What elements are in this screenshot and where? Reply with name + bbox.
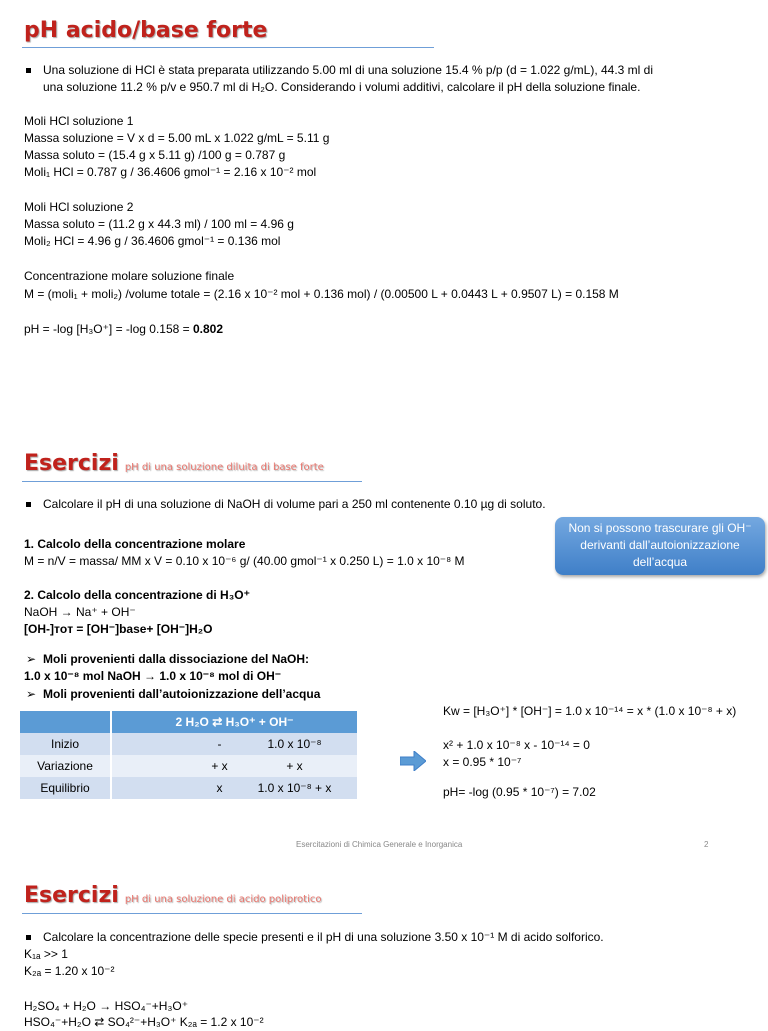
table-row bbox=[20, 755, 357, 777]
conc-heading: Concentrazione molare soluzione finale bbox=[24, 269, 235, 283]
eq1-line: H₂SO₄ + H₂O → HSO₄⁻+H₃O⁺ bbox=[24, 999, 189, 1013]
eq2-line: HSO₄⁻+H₂O ⇄ SO₄²⁻+H₃O⁺ K₂ₐ = 1.2 x 10⁻² bbox=[24, 1015, 264, 1029]
moli1-heading: Moli HCl soluzione 1 bbox=[24, 114, 134, 128]
section3-title-text: Esercizi bbox=[24, 883, 119, 908]
callout-note bbox=[555, 517, 765, 575]
section3-problem: Calcolare la concentrazione delle specie presenti e il pH di una soluzione 3.50 x 10⁻¹ M di acido solforico. bbox=[43, 930, 604, 944]
moli2-heading: Moli HCl soluzione 2 bbox=[24, 200, 134, 214]
row-values bbox=[111, 777, 357, 799]
arrow-bullet-icon: ➢ bbox=[26, 652, 37, 666]
ph-expression: pH = -log [H₃O⁺] = -log 0.158 = bbox=[24, 322, 193, 336]
dissociation-heading: Moli provenienti dalla dissociazione del NaOH: bbox=[43, 652, 310, 666]
kw-line4: pH= -log (0.95 * 10⁻⁷) = 7.02 bbox=[443, 785, 596, 799]
section2-problem: Calcolare il pH di una soluzione di NaOH di volume pari a 250 ml contenente 0.10 µg di soluto. bbox=[43, 497, 546, 511]
row-values bbox=[111, 755, 357, 777]
oh-value: 1.0 x 10⁻⁸ + x bbox=[257, 781, 332, 795]
table-header-reaction: 2 H₂O ⇄ H₃O⁺ + OH⁻ bbox=[111, 711, 357, 733]
moli1-line3: Moli₁ HCl = 0.787 g / 36.4606 gmol⁻¹ = 2.16 x 10⁻² mol bbox=[24, 165, 317, 179]
h3o-value: + x bbox=[211, 759, 228, 773]
section3-subtitle: pH di una soluzione di acido poliprotico bbox=[124, 894, 322, 905]
h3o-value: x bbox=[216, 781, 223, 795]
footer-text: Esercitazioni di Chimica Generale e Inorganica bbox=[296, 840, 463, 849]
moli2-line2: Moli₂ HCl = 4.96 g / 36.4606 gmol⁻¹ = 0.136 mol bbox=[24, 234, 281, 248]
step1-heading: 1. Calcolo della concentrazione molare bbox=[24, 537, 246, 551]
section2-title bbox=[24, 451, 324, 476]
moli1-line2: Massa soluto = (15.4 g x 5.11 g) /100 g = 0.787 g bbox=[24, 148, 286, 162]
oh-value: + x bbox=[286, 759, 303, 773]
section1-problem-line1: Una soluzione di HCl è stata preparata utilizzando 5.00 ml di una soluzione 15.4 % p/p (d = 1.022 g/mL), 44.3 ml di bbox=[43, 63, 654, 77]
bullet-marker bbox=[26, 502, 31, 507]
step2-line1: NaOH → Na⁺ + OH⁻ bbox=[24, 605, 136, 619]
step1-line1: M = n/V = massa/ MM x V = 0.10 x 10⁻⁶ g/ (40.00 gmol⁻¹ x 0.250 L) = 1.0 x 10⁻⁸ M bbox=[24, 554, 465, 568]
dissociation-line1: 1.0 x 10⁻⁸ mol NaOH → 1.0 x 10⁻⁸ mol di OH⁻ bbox=[24, 669, 282, 683]
section2-subtitle: pH di una soluzione diluita di base forte bbox=[124, 462, 324, 473]
kw-line2: x² + 1.0 x 10⁻⁸ x - 10⁻¹⁴ = 0 bbox=[443, 738, 590, 752]
row-label: Variazione bbox=[20, 755, 111, 777]
footer-page-number: 2 bbox=[704, 840, 709, 849]
table-row bbox=[20, 777, 357, 799]
kw-line1: Kw = [H₃O⁺] * [OH⁻] = 1.0 x 10⁻¹⁴ = x * (1.0 x 10⁻⁸ + x) bbox=[443, 704, 737, 718]
k2-line: K₂ₐ = 1.20 x 10⁻² bbox=[24, 964, 115, 978]
conc-line1: M = (moli₁ + moli₂) /volume totale = (2.16 x 10⁻² mol + 0.136 mol) / (0.00500 L + 0.0443 L + 0.9507 L) = 0.158 M bbox=[24, 287, 619, 301]
bullet-marker bbox=[26, 68, 31, 73]
oh-value: 1.0 x 10⁻⁸ bbox=[267, 737, 322, 751]
h3o-value: - bbox=[217, 737, 222, 751]
section3-title-rule bbox=[22, 913, 362, 914]
right-arrow-icon bbox=[400, 751, 426, 771]
ph-result: 0.802 bbox=[192, 322, 224, 336]
step2-heading: 2. Calcolo della concentrazione di H₃O⁺ bbox=[24, 588, 250, 602]
k1-line: K₁ₐ >> 1 bbox=[24, 947, 68, 961]
row-values bbox=[111, 733, 357, 755]
ice-table bbox=[20, 711, 357, 799]
section1-problem-line2: una soluzione 11.2 % p/v e 950.7 ml di H₂O. Considerando i volumi additivi, calcolare il pH della soluzione finale. bbox=[43, 80, 641, 94]
moli2-line1: Massa soluto = (11.2 g x 44.3 ml) / 100 ml = 4.96 g bbox=[24, 217, 294, 231]
row-label: Inizio bbox=[20, 733, 111, 755]
bullet-marker bbox=[26, 935, 31, 940]
section2-title-rule bbox=[22, 481, 362, 482]
section2-title-text: Esercizi bbox=[24, 451, 119, 476]
arrow-bullet-icon: ➢ bbox=[26, 687, 37, 701]
callout-line2: derivanti dall’autoionizzazione bbox=[580, 538, 740, 552]
section1-title: pH acido/base forte bbox=[24, 18, 268, 43]
ph-line bbox=[24, 321, 223, 338]
step2-line2: [OH-]ᴛᴏᴛ = [OH⁻]base+ [OH⁻]H₂O bbox=[24, 622, 213, 636]
moli1-line1: Massa soluzione = V x d = 5.00 mL x 1.022 g/mL = 5.11 g bbox=[24, 131, 330, 145]
callout-line3: dell’acqua bbox=[632, 555, 688, 569]
callout-line1: Non si possono trascurare gli OH⁻ bbox=[568, 521, 752, 535]
autoionization-heading: Moli provenienti dall’autoionizzazione dell’acqua bbox=[43, 687, 321, 701]
section1-title-rule bbox=[22, 47, 434, 48]
section3-title bbox=[24, 883, 321, 908]
table-header-cell bbox=[20, 711, 111, 733]
kw-line3: x = 0.95 * 10⁻⁷ bbox=[443, 755, 522, 769]
row-label: Equilibrio bbox=[20, 777, 111, 799]
table-row bbox=[20, 733, 357, 755]
table-header-row bbox=[20, 711, 357, 733]
